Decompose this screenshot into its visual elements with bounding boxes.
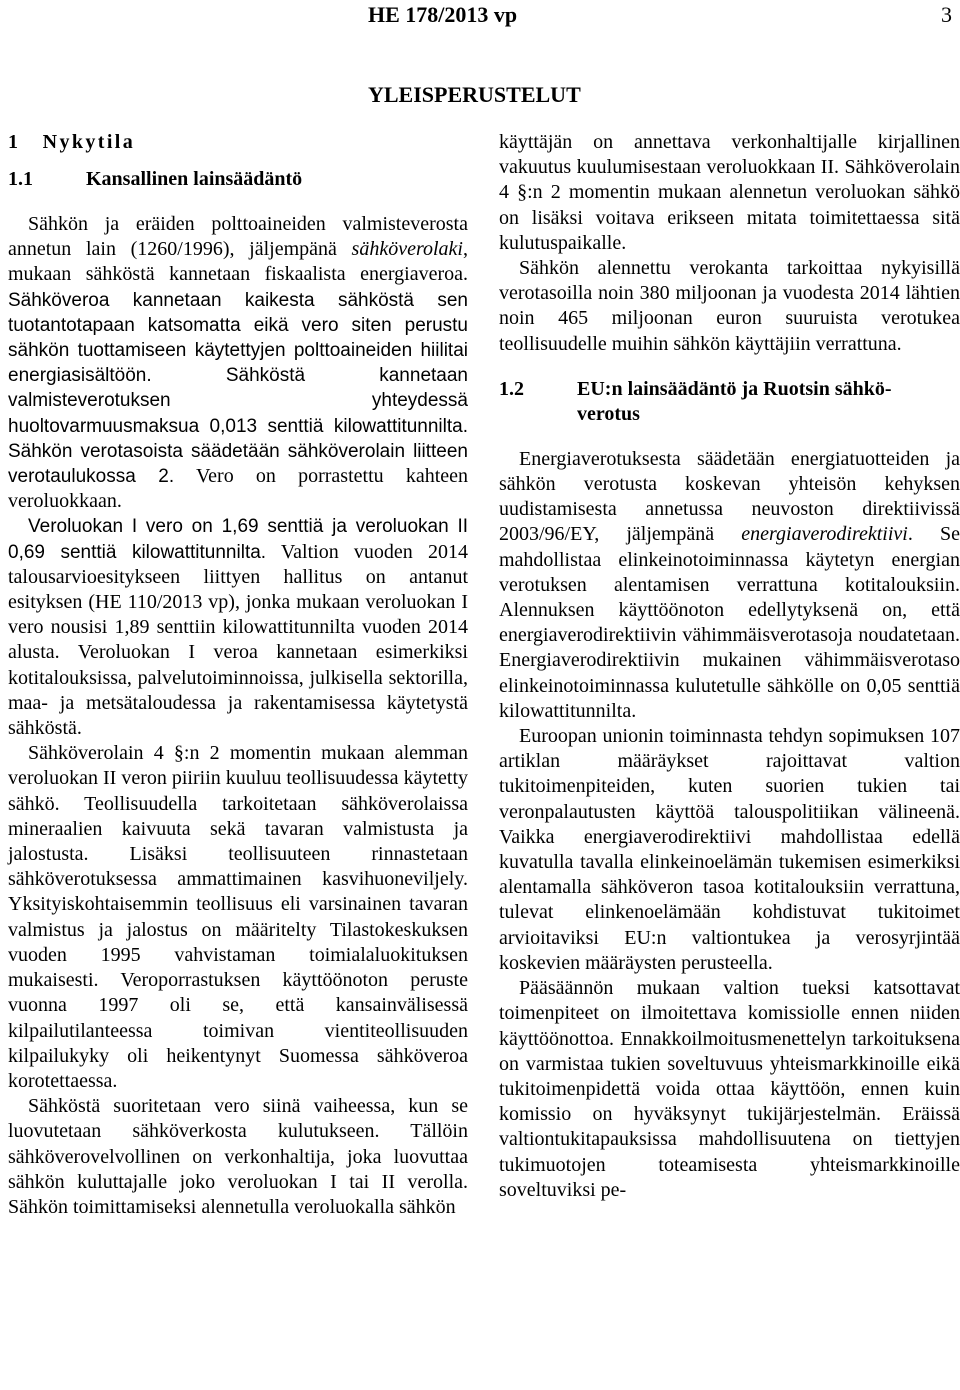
paragraph-collection: Sähköstä suoritetaan vero siinä vaiheessa, kun se luovutetaan sähköverkosta kulutukseen. Tällöin sähköverovelvollinen on verkonhaltija, joka luovuttaa sähkön kuluttajalle joko veroluokan I tai II verolla. Sähkön toimittamiseksi alennetulla veroluokalla sähkön (8, 1095, 468, 1218)
heading-title: Kansallinen lainsäädäntö (86, 168, 303, 190)
paragraph-intro: Sähkön ja eräiden polttoaineiden valmisteverosta annetun lain (1260/1996), jäljempänä sähköverolaki, mukaan sähköstä kannetaan fiskaalista energiaveroa. Sähköveroa kannetaan kaikesta sähköstä sen tuotantotapaan katsomatta eikä vero siten perustu sähkön tuottamiseen käytettyjen polttoaineiden hiilitai energiasisältöön. Sähköstä kannetaan valmisteverotuksen yhteydessä huoltovarmuusmaksua 0,013 senttiä kilowattitunnilta. Sähkön verotasoista säädetään sähköverolain liitteen verotaulukossa 2. Vero on porrastettu kahteen veroluokkaan. (8, 213, 469, 513)
term-energiaverodirektiivi: energiaverodirektiivi (741, 523, 908, 546)
page-number: 3 (941, 2, 952, 27)
section-title: YLEISPERUSTELUT (368, 82, 581, 107)
paragraph-tax-rates: Veroluokan I vero on 1,69 senttiä ja veroluokan II 0,69 senttiä kilowattitunnilta. Valtion vuoden 2014 talousarvioesitykseen liittyen hallitus on antanut esityksen (HE 110/2013 vp), jonka mukaan veroluokan I vero nousisi 1,89 senttiin kilowattitunnilta vuoden 2014 alusta. Veroluokan I veroa kannetaan esimerkiksi kotitalouksissa, palvelutoiminnoissa, julkisella sektorilla, maa- ja metsätaloudessa ja rakentamisessa käytetystä sähköstä. (8, 516, 469, 740)
paragraph-reduced-rate: Sähkön alennettu verokanta tarkoittaa nykyisillä verotasoilla noin 380 miljoonan ja vuodesta 2014 lähtien noin 465 miljoonan euron suuruista verotukea teollisuudelle muihin sähkön käyttäjiin verrattuna. (499, 257, 960, 355)
paragraph-energy-directive: Energiaverotuksesta säädetään energiatuotteiden ja sähkön verotusta koskevan yhteisön kehyksen uudistamisesta annetussa neuvoston direktiivissä 2003/96/EY, jäljempänä energiaverodirektiivi. Se mahdollistaa elinkeinotoiminnassa käytetyn energian verotuksen alentamisen verrattuna kotitalouksiin. Alennuksen käyttöönoton edellytyksenä on, että energiaverodirektiivin vähimmäisverotasoja noudatetaan. Energiaverodirektiivin mukainen vähimmäisverotaso elinkeinotoiminnassa kulutetulle sähkölle on 0,05 senttiä kilowattitunnilta. (499, 447, 960, 722)
right-column (499, 130, 960, 1203)
heading-title-line2: verotus (577, 402, 640, 425)
heading-kansallinen-lainsaadanto (8, 167, 468, 192)
paragraph-continuation: käyttäjän on annettava verkonhaltijalle kirjallinen vakuutus kuulumisestaan veroluokkaan II. Sähköverolain 4 §:n 2 momentin mukaan alennetun veroluokan sähkö on lisäksi voitava erikseen mitata toimitettaessa sitä kulutuspaikalle. (499, 131, 960, 254)
heading-eu-lainsaadanto (499, 377, 960, 427)
paragraph-industry: Sähköverolain 4 §:n 2 momentin mukaan alemman veroluokan II veron piiriin kuuluu teollisuudessa käytetty sähkö. Teollisuudella tarkoitetaan sähköverolaissa mineraalien kaivuuta sekä tavaran valmistusta ja jalostusta. Lisäksi teollisuuteen rinnastetaan sähköverotuksessa ammattimainen kasvihuoneviljely. Yksityiskohtaisemmin teollisuus eli varsinainen tavaran valmistus ja jalostus on määritelty Tilastokeskuksen vuoden 1995 vahvistaman toimialaluokituksen mukaisesti. Veroporrastuksen käyttöönoton peruste vuonna 1997 oli se, että kansainvälisessä kilpailutilanteessa toimivan vientiteollisuuden kilpailukyky oli heikentynyt Suomessa sähköveroa korotettaessa. (8, 742, 468, 1092)
paragraph-notification: Pääsäännön mukaan valtion tueksi katsottavat toimenpiteet on ilmoitettava komissiolle ennen niiden käyttöönottoa. Ennakkoilmoitusmenettelyn tarkoituksena on varmistaa tukien soveltuvuus yhteismarkkinoille eikä tukitoimenpidettä voida ottaa käyttöön, ennen kuin komissio on hyväksynyt tukijärjestelmän. Eräissä valtiontukitapauksissa mahdollisuutena on tiettyjen tukimuotojen toteamisesta yhteismarkkinoille soveltuviksi pe- (499, 977, 960, 1201)
paragraph-state-aid: Euroopan unionin toiminnasta tehdyn sopimuksen 107 artiklan määräykset rajoittavat valtion tukitoimenpiteiden, kuten suorien tukien tai veronpalautusten käyttöä talouspolitiikan välineenä. Vaikka energiaverodirektiivi mahdollistaa edellä kuvatulla tavalla elinkeinoelämän tukemisen esimerkiksi alentamalla sähköveron tasoa kotitalouksiin verrattuna, tulevat elinkenoelämään kohdistuvat tukitoimet arvioitaviksi EU:n valtiontukea ja verosyrjintää koskevien määräysten perusteella. (499, 725, 960, 974)
heading-title-line1: EU:n lainsäädäntö ja Ruotsin sähkö- (577, 377, 892, 400)
term-sahkoverolaki: sähköverolaki (351, 238, 463, 261)
document-number: HE 178/2013 vp (368, 2, 518, 27)
heading-number: 1 (8, 131, 21, 153)
heading-nykytila (8, 130, 468, 155)
heading-number: 1.2 (499, 377, 524, 400)
left-column (8, 130, 468, 1220)
heading-number: 1.1 (8, 168, 33, 190)
heading-title: Nykytila (42, 131, 136, 153)
